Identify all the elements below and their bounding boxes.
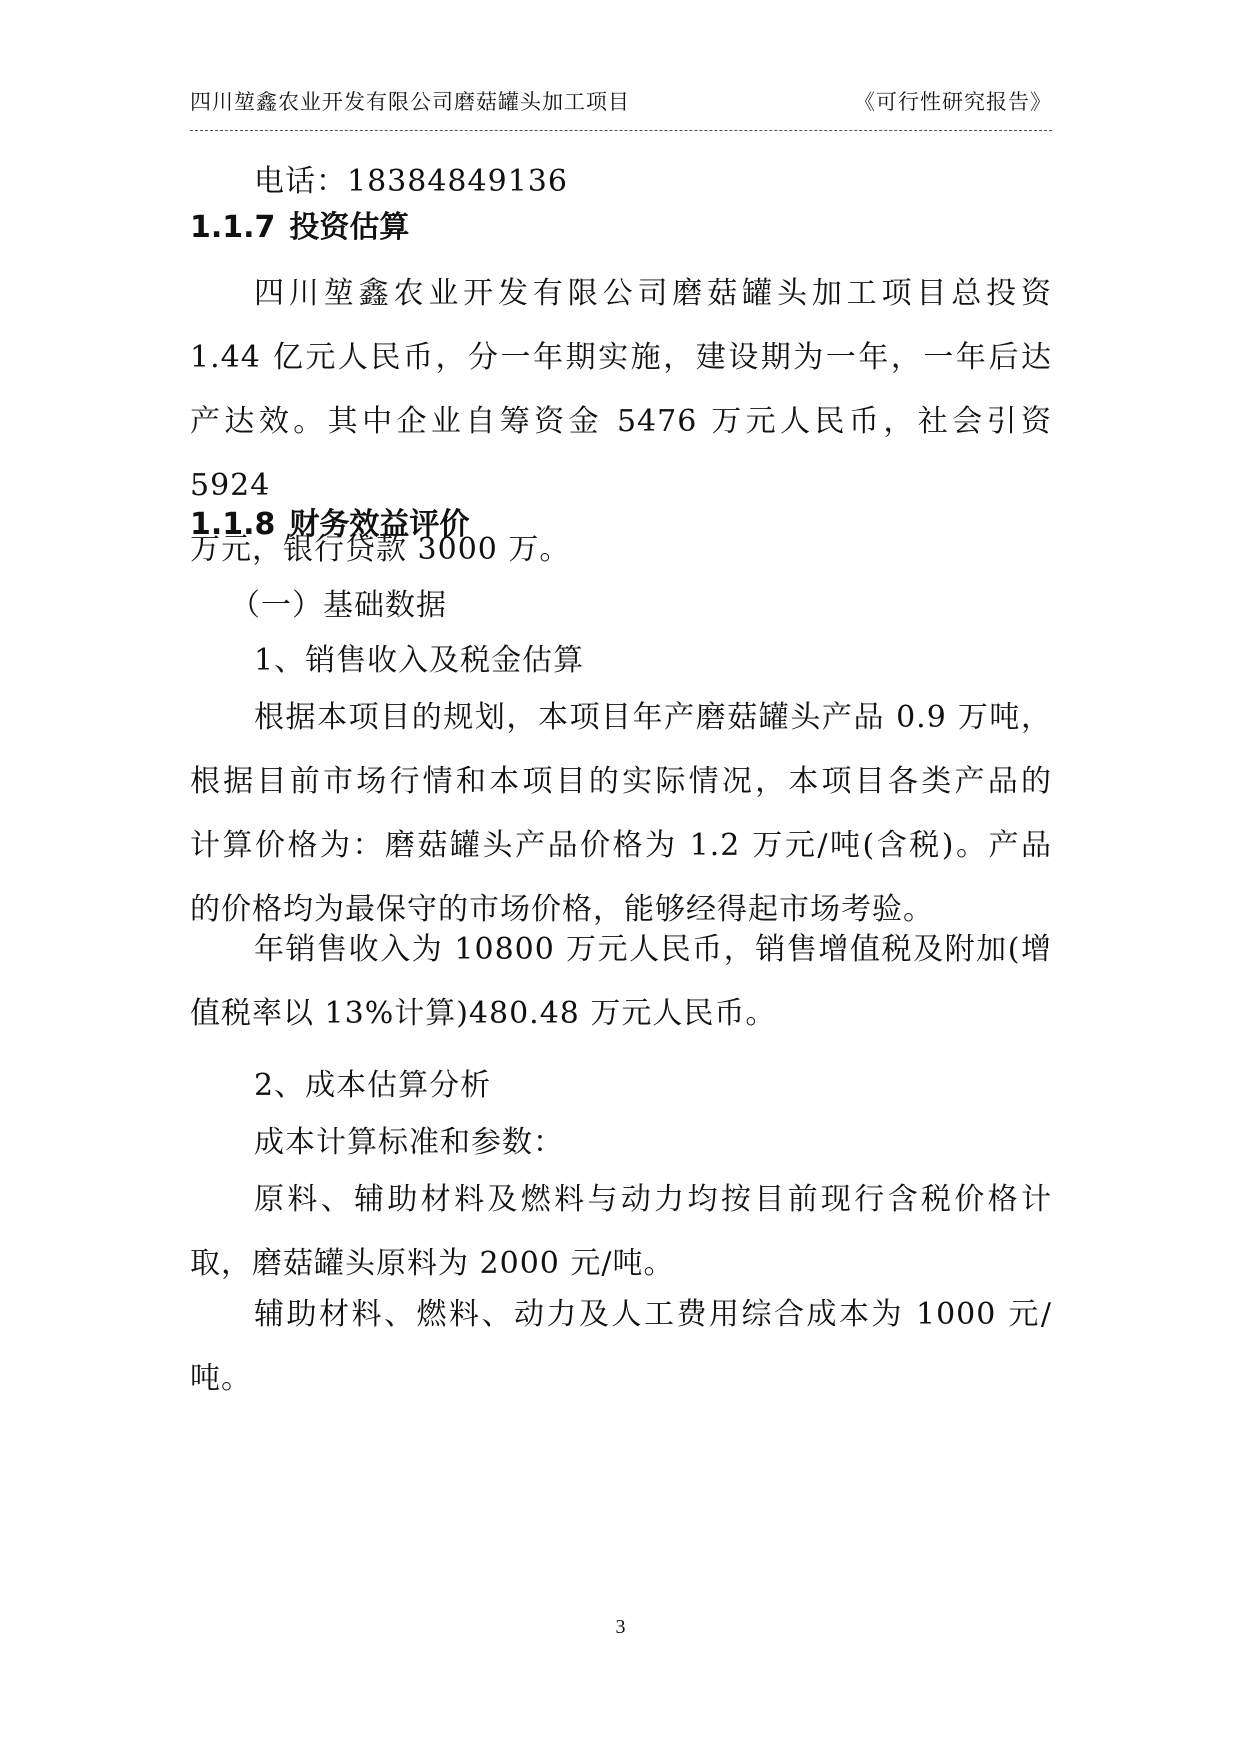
paragraph-line: 吨。	[190, 1361, 252, 1396]
paragraph-line: 的价格均为最保守的市场价格，能够经得起市场考验。	[190, 892, 934, 927]
header-divider	[190, 130, 1052, 131]
paragraph-line: 根据本项目的规划，本项目年产磨菇罐头产品 0.9 万吨，	[254, 700, 1052, 735]
item-1-title: 1、销售收入及税金估算	[254, 643, 585, 678]
paragraph-line: 四川堃鑫农业开发有限公司磨菇罐头加工项目总投资	[254, 276, 1052, 311]
paragraph-line: 计算价格为：磨菇罐头产品价格为 1.2 万元/吨(含税)。产品	[190, 828, 1052, 863]
section-number: 1.1.7	[190, 210, 276, 245]
page-number: 3	[615, 1616, 626, 1638]
running-header	[190, 86, 1052, 120]
section-title: 投资估算	[289, 210, 410, 245]
raw-material-paragraph	[190, 1168, 1052, 1296]
phone-line: 电话：18384849136	[254, 164, 568, 199]
paragraph-line: 产达效。其中企业自筹资金 5476 万元人民币，社会引资 5924	[190, 404, 1052, 503]
paragraph-line: 年销售收入为 10800 万元人民币，销售增值税及附加(增	[254, 932, 1052, 967]
paragraph-line: 万元，银行贷款 3000 万。	[190, 532, 571, 567]
section-title: 财务效益评价	[289, 507, 470, 542]
paragraph-line: 取，磨菇罐头原料为 2000 元/吨。	[190, 1246, 675, 1281]
paragraph-line: 辅助材料、燃料、动力及人工费用综合成本为 1000 元/	[254, 1297, 1052, 1332]
section-heading-1-1-7	[190, 208, 409, 248]
section-heading-1-1-8	[190, 505, 469, 545]
paragraph-line: 根据目前市场行情和本项目的实际情况，本项目各类产品的	[190, 764, 1052, 799]
revenue-paragraph	[190, 918, 1052, 1046]
paragraph-line: 原料、辅助材料及燃料与动力均按目前现行含税价格计	[254, 1182, 1052, 1217]
paragraph-line: 值税率以 13%计算)480.48 万元人民币。	[190, 996, 777, 1031]
subheading-text: （一）基础数据	[230, 588, 447, 623]
header-project-title: 四川堃鑫农业开发有限公司磨菇罐头加工项目	[190, 90, 630, 114]
item-2-title: 2、成本估算分析	[254, 1068, 492, 1103]
aux-cost-paragraph	[190, 1283, 1052, 1411]
header-report-title: 《可行性研究报告》	[854, 90, 1052, 114]
cost-standard-line: 成本计算标准和参数：	[254, 1125, 564, 1160]
section-number: 1.1.8	[190, 507, 276, 542]
plan-paragraph	[190, 686, 1052, 942]
paragraph-line: 1.44 亿元人民币，分一年期实施，建设期为一年，一年后达	[190, 340, 1052, 375]
